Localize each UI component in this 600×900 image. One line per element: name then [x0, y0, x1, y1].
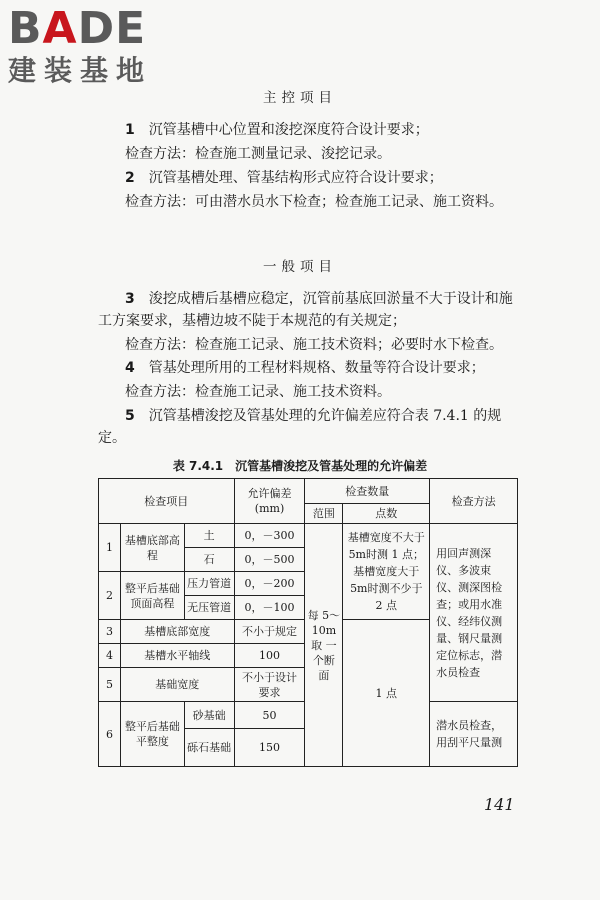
row-4-value: 100: [234, 644, 305, 668]
row-5-name: 基础宽度: [120, 668, 234, 702]
row-4-name: 基槽水平轴线: [120, 644, 234, 668]
main-items-heading: 主控项目: [263, 90, 337, 106]
row-3-no: 3: [99, 620, 121, 644]
page-number: 141: [484, 795, 515, 814]
points-cell-a: 基槽宽度不大于5m时测 1 点；基槽宽度大于5m时测不少于 2 点: [343, 524, 430, 620]
row-6b-sub: 砾石基础: [184, 729, 234, 767]
logo-subtitle: 建装基地: [8, 54, 153, 87]
clause-2-method: 检查方法：可由潜水员水下检查；检查施工记录、施工资料。: [125, 194, 503, 210]
method-cell-b: 潜水员检查，用刮平尺量测: [430, 702, 518, 767]
tolerance-table: [98, 478, 518, 767]
row-6-no: 6: [99, 702, 121, 767]
row-2a-sub: 压力管道: [184, 572, 234, 596]
row-1b-value: 0，－500: [234, 548, 305, 572]
clause-4: 4 管基处理所用的工程材料规格、数量等符合设计要求；: [125, 360, 485, 376]
brand-logo: [8, 3, 153, 88]
clause-3-method: 检查方法：检查施工记录、施工技术资料；必要时水下检查。: [125, 337, 503, 353]
header-points: 点数: [343, 504, 430, 524]
clause-1: 1 沉管基槽中心位置和浚挖深度符合设计要求；: [125, 122, 429, 138]
method-cell-a: 用回声测深仪、多波束仪、测深图检查；或用水准仪、经纬仪测量、钢尺量测定位标志，潜水员检查: [430, 524, 518, 702]
clause-4-method: 检查方法：检查施工记录、施工技术资料。: [125, 384, 391, 400]
row-1a-sub: 土: [184, 524, 234, 548]
clause-2: 2 沉管基槽处理、管基结构形式应符合设计要求；: [125, 170, 443, 186]
header-item: 检查项目: [99, 479, 235, 524]
row-1-no: 1: [99, 524, 121, 572]
clause-3: 3 浚挖成槽后基槽应稳定，沉管前基底回淤量不大于设计和施工方案要求，基槽边坡不陡于本规范的有关规定；: [98, 291, 513, 329]
row-2a-value: 0，－200: [234, 572, 305, 596]
scope-cell: 每 5～10m 取 一个断面: [305, 524, 343, 767]
clause-1-method: 检查方法：检查施工测量记录、浚挖记录。: [125, 146, 391, 162]
header-tolerance: 允许偏差 (mm): [234, 479, 305, 524]
row-3-value: 不小于规定: [234, 620, 305, 644]
row-3-name: 基槽底部宽度: [120, 620, 234, 644]
row-2b-value: 0，－100: [234, 596, 305, 620]
row-5-value: 不小于设计要求: [234, 668, 305, 702]
row-6a-sub: 砂基础: [184, 702, 234, 729]
row-2-name: 整平后基础顶面高程: [120, 572, 184, 620]
row-4-no: 4: [99, 644, 121, 668]
row-1-name: 基槽底部高程: [120, 524, 184, 572]
row-1a-value: 0，－300: [234, 524, 305, 548]
row-5-no: 5: [99, 668, 121, 702]
header-method: 检查方法: [430, 479, 518, 524]
header-scope: 范围: [305, 504, 343, 524]
table-title: 表 7.4.1 沉管基槽浚挖及管基处理的允许偏差: [172, 459, 428, 473]
row-2b-sub: 无压管道: [184, 596, 234, 620]
row-2-no: 2: [99, 572, 121, 620]
general-items-heading: 一般项目: [263, 259, 337, 275]
points-cell-b: 1 点: [343, 620, 430, 767]
row-6b-value: 150: [234, 729, 305, 767]
row-6-name: 整平后基础平整度: [120, 702, 184, 767]
header-quantity: 检查数量: [305, 479, 430, 504]
row-1b-sub: 石: [184, 548, 234, 572]
clause-5: 5 沉管基槽浚挖及管基处理的允许偏差应符合表 7.4.1 的规定。: [98, 408, 502, 446]
logo-wordmark: BADE: [8, 3, 147, 54]
row-6a-value: 50: [234, 702, 305, 729]
